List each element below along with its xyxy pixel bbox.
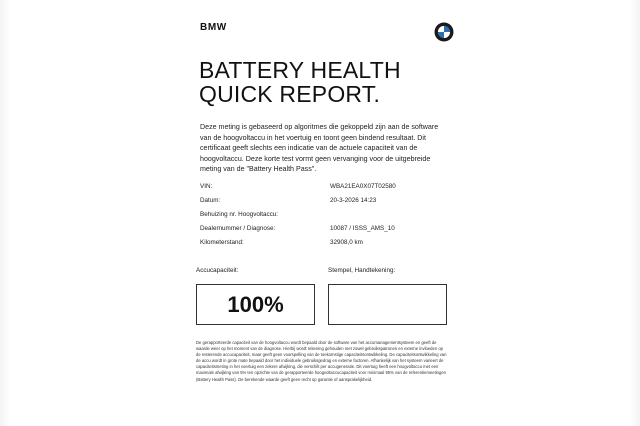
field-row-vin [200, 183, 450, 197]
accu-capacity-value: 100% [196, 284, 315, 325]
field-row-battery-housing [200, 211, 450, 225]
field-label: VIN: [200, 183, 213, 190]
field-row-date [200, 197, 450, 211]
field-label: Behuizing nr. Hoogvoltaccu: [200, 211, 279, 218]
field-value: WBA21EA0X07T02580 [330, 183, 396, 190]
accu-capacity-label: Accucapaciteit: [196, 267, 239, 274]
field-row-dealer [200, 225, 450, 239]
field-row-mileage [200, 239, 450, 253]
bmw-roundel-logo-icon [434, 22, 454, 42]
field-label: Datum: [200, 197, 221, 204]
disclaimer-footnote: De gerapporteerde capaciteit van de hoogvoltaccu wordt bepaald door de software van het accumanagementsysteem en geeft de waarde weer op het moment van de diagnose. Hierbij wordt rekening gehouden met zowel gebruikspatronen en externe invloeden op de resterende accucapaciteit, maar geeft geen voorspelling van de toekomstige capaciteitsontwikkeling. De capaciteitsontwikkeling van de accu wordt in grote mate bepaald door het individuele gebruiksgedrag en externe factoren. Afhankelijk van het systeem varieert de capaciteitsmeting in het voertuig een zekere afwijking, die verschilt per accugeneratie. Dit voertuig heeft een hoogvoltaccu met een maximale afwijking van 5% ten opzichte van de gerapporteerde hoogvoltaccucapaciteit voor minimaal 95% van de referentiemeetingen (Battery Health Pass). De berekende waarde geeft geen recht op garantie of aansprakelijkheid. [196, 340, 447, 382]
stamp-signature-box [328, 284, 447, 325]
field-value: 20-3-2026 14:23 [330, 197, 377, 204]
report-document [172, 0, 468, 426]
field-value: 10087 / ISSS_AMS_10 [330, 225, 395, 232]
vehicle-details [200, 183, 450, 253]
brand-wordmark: BMW [200, 22, 227, 33]
report-title [199, 58, 449, 106]
scan-edge-right [630, 0, 640, 426]
field-label: Dealernummer / Diagnose: [200, 225, 276, 232]
scan-edge-left [0, 0, 10, 426]
title-line-1: BATTERY HEALTH [199, 57, 401, 83]
stamp-signature-label: Stempel, Handtekening: [328, 267, 396, 274]
field-value: 32908,0 km [330, 239, 363, 246]
intro-paragraph: Deze meting is gebaseerd op algoritmes die gekoppeld zijn aan de software van de hoogvoltaccu in het voertuig en toont geen bindend resultaat. Dit certificaat geeft slechts een indicatie van de actuele capaciteit van de hoogvoltaccu. Deze korte test vormt geen vervanging voor de uitgebreide meting van de "Battery Health Pass". [200, 123, 439, 174]
title-line-2: QUICK REPORT. [199, 81, 381, 107]
field-label: Kilometerstand: [200, 239, 244, 246]
